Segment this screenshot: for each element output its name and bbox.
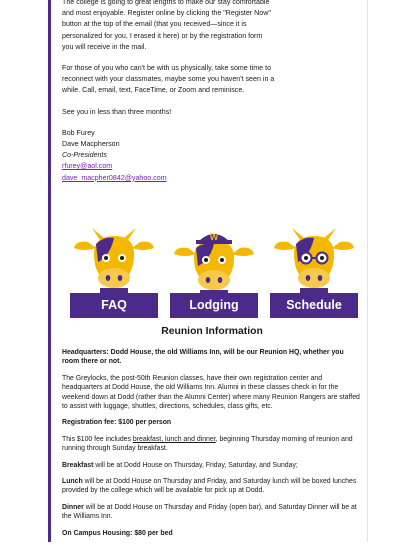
signature-name: Dave Macpherson	[62, 140, 120, 149]
intro-line: you will receive in the mail.	[62, 42, 147, 51]
hq-statement: Headquarters: Dodd House, the old Williams Inn, will be our Reunion HQ, whether you room there or not.	[62, 349, 344, 366]
email-link-dave[interactable]: dave_macpher0842@yahoo.com	[62, 173, 167, 182]
housing-cost: On Campus Housing: $80 per bed	[62, 529, 173, 537]
schedule-label[interactable]: Schedule	[270, 293, 358, 318]
email-body	[62, 0, 362, 184]
greylocks-paragraph: The Greylocks, the post-50th Reunion classes, have their own registration center and headquarters at Dodd House, the old Williams Inn. Alumni in these classes check in for the weekend down at Dodd (rather than the Alumni Center) where many Reunion Rangers are staffed to assist with luggage, shuttles, directions, schedules, class gifts, etc.	[62, 374, 360, 411]
hat-letter: W	[209, 232, 219, 242]
intro-line: button at the top of the email (that you received—since it is	[62, 20, 247, 29]
schedule-tile[interactable]	[270, 226, 358, 318]
cow-mascot-with-glasses-icon	[270, 226, 358, 296]
cow-mascot-with-hat-icon	[170, 226, 258, 296]
lodging-tile[interactable]	[170, 226, 258, 318]
meals-underlined: breakfast, lunch and dinner	[132, 435, 216, 443]
left-accent-bar	[48, 0, 51, 542]
fee-details: This $100 fee includes breakfast, lunch and dinner, beginning Thursday morning of reunion and running through Sunday breakfast.	[62, 435, 353, 453]
reunion-info	[62, 325, 362, 545]
intro-line: personalized for you, I erased it here) or by the registration form	[62, 31, 263, 40]
lunch-info: Lunch will be at Dodd House on Thursday and Friday, and Saturday lunch will be boxed lunches provided by the college which will be available for pick up at Dodd.	[62, 478, 357, 495]
intro-line: and most enjoyable. Register online by clicking the "Register Now"	[62, 9, 271, 18]
cow-mascot-icon	[70, 226, 158, 296]
faq-tile[interactable]	[70, 226, 158, 318]
registration-fee: Registration fee: $100 per person	[62, 419, 172, 427]
dinner-info: Dinner will be at Dodd House on Thursday and Friday (open bar), and Saturday Dinner will be at the Williams Inn.	[62, 503, 357, 521]
section-heading: Reunion Information	[161, 326, 263, 337]
lodging-label[interactable]: Lodging	[170, 293, 258, 318]
right-divider	[367, 0, 368, 542]
mascot-tiles	[62, 226, 362, 318]
breakfast-info: Breakfast will be at Dodd House on Thursday, Friday, Saturday, and Sunday;	[62, 461, 298, 469]
closing-line: See you in less than three months!	[62, 107, 172, 116]
faq-label[interactable]: FAQ	[70, 293, 158, 318]
para2-line: reconnect with your classmates, maybe some you haven't seen in a	[62, 75, 275, 84]
para2-line: while. Call, email, text, FaceTime, or Zoom and reminisce.	[62, 86, 245, 95]
intro-line: The college is going to great lengths to make our stay comfortable	[62, 0, 270, 6]
para2-line: For those of you who can't be with us physically, take some time to	[62, 64, 272, 73]
signature-name: Bob Furey	[62, 128, 95, 137]
signature-title: Co-Presidents	[62, 151, 107, 160]
email-link-rfurey[interactable]: rfurey@aol.com	[62, 162, 113, 171]
